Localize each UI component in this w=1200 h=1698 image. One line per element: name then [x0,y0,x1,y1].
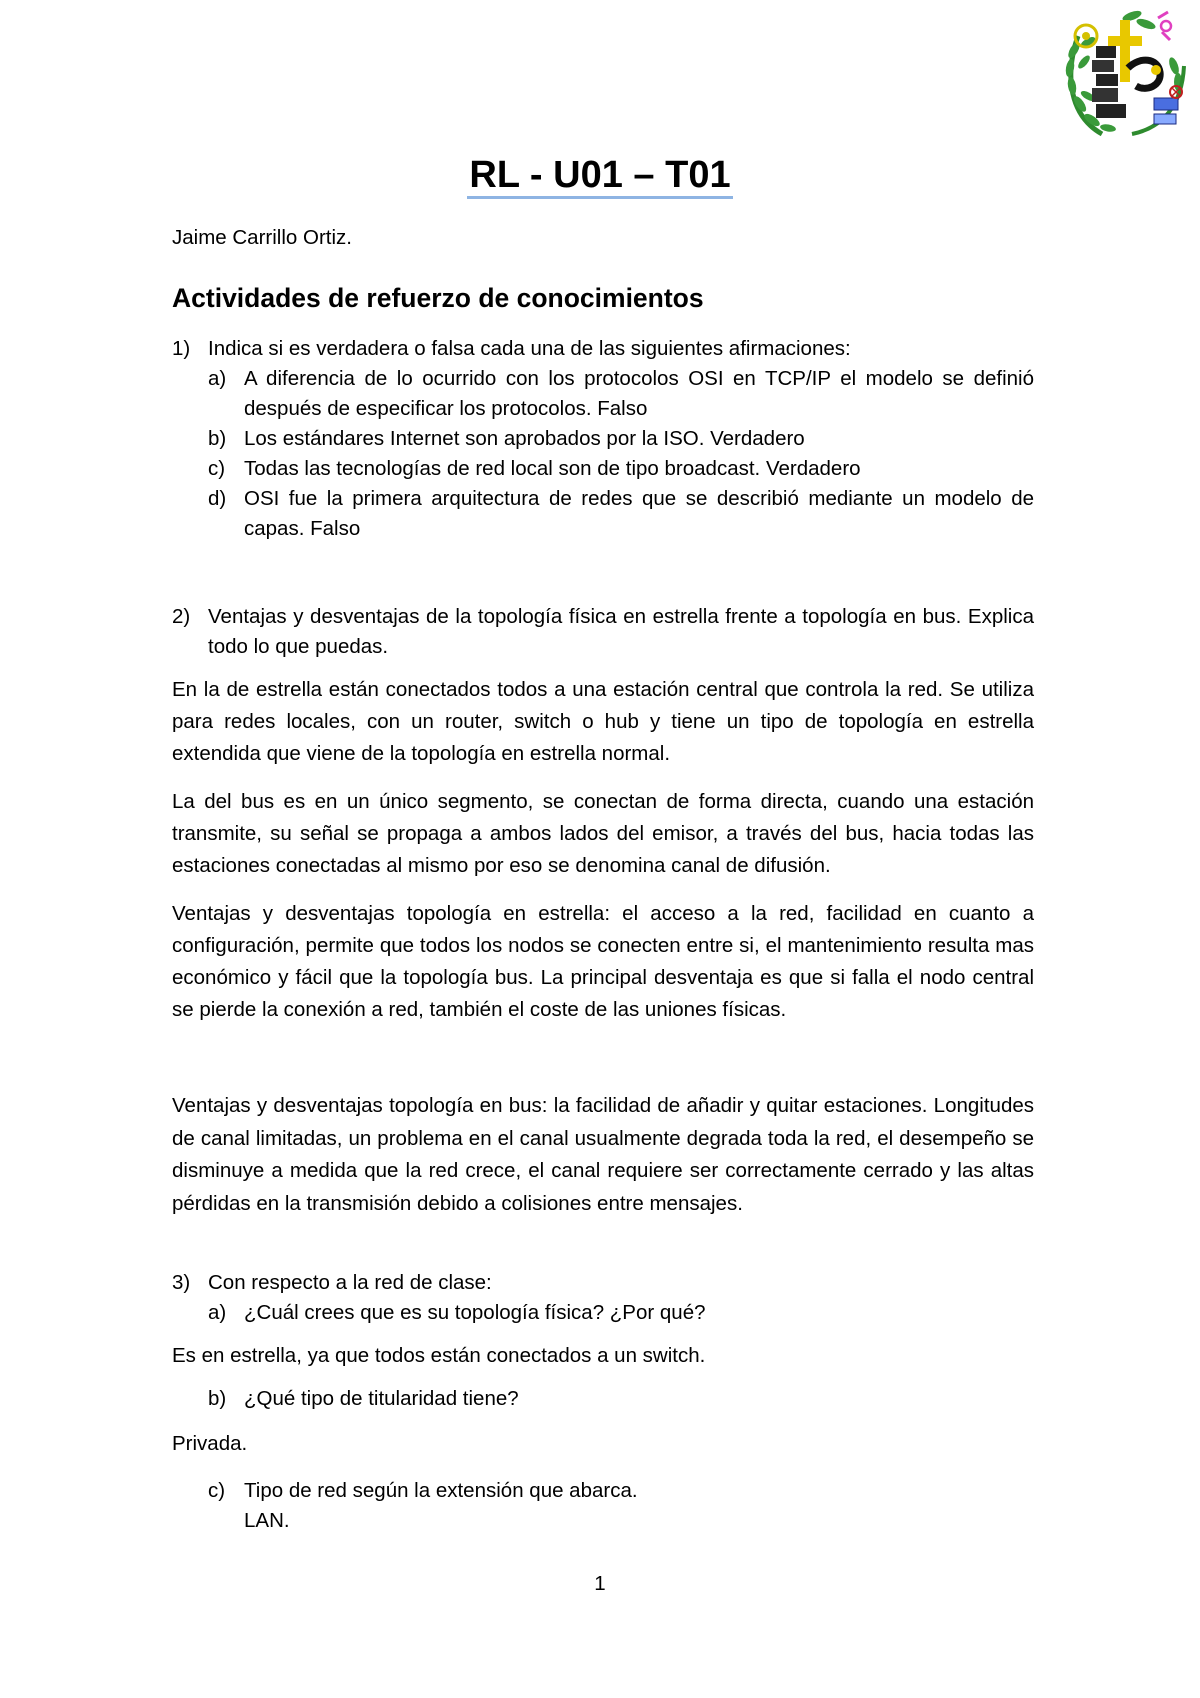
item-text: OSI fue la primera arquitectura de redes que se describió mediante un modelo de capas. Falso [244,487,1034,540]
item-text: ¿Qué tipo de titularidad tiene? [244,1387,519,1410]
item-letter: a) [208,1301,227,1324]
question-3-item-a [208,1298,1034,1328]
answer-paragraph: En la de estrella están conectados todos a una estación central que controla la red. Se utiliza para redes locales, con un router, switch o hub y tiene un tipo de topología en estrella extendida que viene de la topología en estrella normal. [172,678,1034,765]
question-1 [172,334,1034,364]
question-2-text: Ventajas y desventajas de la topología física en estrella frente a topología en bus. Explica todo lo que puedas. [208,605,1034,658]
question-3-item-c [208,1476,1034,1506]
item-letter: d) [208,487,227,510]
school-logo-icon [1062,6,1190,142]
answer-text: LAN. [244,1509,290,1532]
question-1-number: 1) [172,337,191,360]
author-name: Jaime Carrillo Ortiz. [172,226,352,249]
question-3 [172,1268,1034,1298]
document-title-text: RL - U01 – T01 [467,154,732,199]
item-text: ¿Cuál crees que es su topología física? ¿Por qué? [244,1301,706,1324]
answer-text: Privada. [172,1432,248,1455]
question-3-item-b [208,1384,1034,1414]
item-letter: c) [208,457,226,480]
question-3-text: Con respecto a la red de clase: [208,1271,492,1294]
question-1-text: Indica si es verdadera o falsa cada una de las siguientes afirmaciones: [208,337,851,360]
answer-paragraph: La del bus es en un único segmento, se conectan de forma directa, cuando una estación transmite, su señal se propaga a ambos lados del emisor, a través del bus, hacia todas las estaciones conectadas al mismo por eso se denomina canal de difusión. [172,790,1034,877]
item-text: A diferencia de lo ocurrido con los protocolos OSI en TCP/IP el modelo se definió después de especificar los protocolos. Falso [244,367,1034,420]
question-1-item-d [208,484,1034,544]
document-title [0,144,1200,206]
item-letter: a) [208,367,227,390]
question-1-item-b [208,424,1034,454]
item-letter: c) [208,1479,226,1502]
item-text: Todas las tecnologías de red local son de tipo broadcast. Verdadero [244,457,861,480]
question-2 [172,602,1034,662]
question-1-item-c [208,454,1034,484]
page-number: 1 [594,1572,606,1595]
item-text: Tipo de red según la extensión que abarca. [244,1479,638,1502]
section-heading: Actividades de refuerzo de conocimientos [172,283,704,313]
item-text: Los estándares Internet son aprobados por la ISO. Verdadero [244,427,805,450]
question-3-number: 3) [172,1271,191,1294]
question-3-item-c-answer [208,1506,1034,1536]
answer-paragraph: Ventajas y desventajas topología en bus: la facilidad de añadir y quitar estaciones. Longitudes de canal limitadas, un problema en el canal usualmente degrada toda la red, el desempeño se disminuye a medida que la red crece, el canal requiere ser correctamente cerrado y las altas pérdidas en la transmisión debido a colisiones entre mensajes. [172,1094,1034,1215]
answer-paragraph: Ventajas y desventajas topología en estrella: el acceso a la red, facilidad en cuanto a configuración, permite que todos los nodos se conecten entre si, el mantenimiento resulta mas económico y fácil que la topología bus. La principal desventaja es que si falla el nodo central se pierde la conexión a red, también el coste de las uniones físicas. [172,902,1034,1021]
answer-text: Es en estrella, ya que todos están conectados a un switch. [172,1344,706,1367]
item-letter: b) [208,1387,227,1410]
question-2-number: 2) [172,605,191,628]
item-letter: b) [208,427,227,450]
question-1-item-a [208,364,1034,424]
